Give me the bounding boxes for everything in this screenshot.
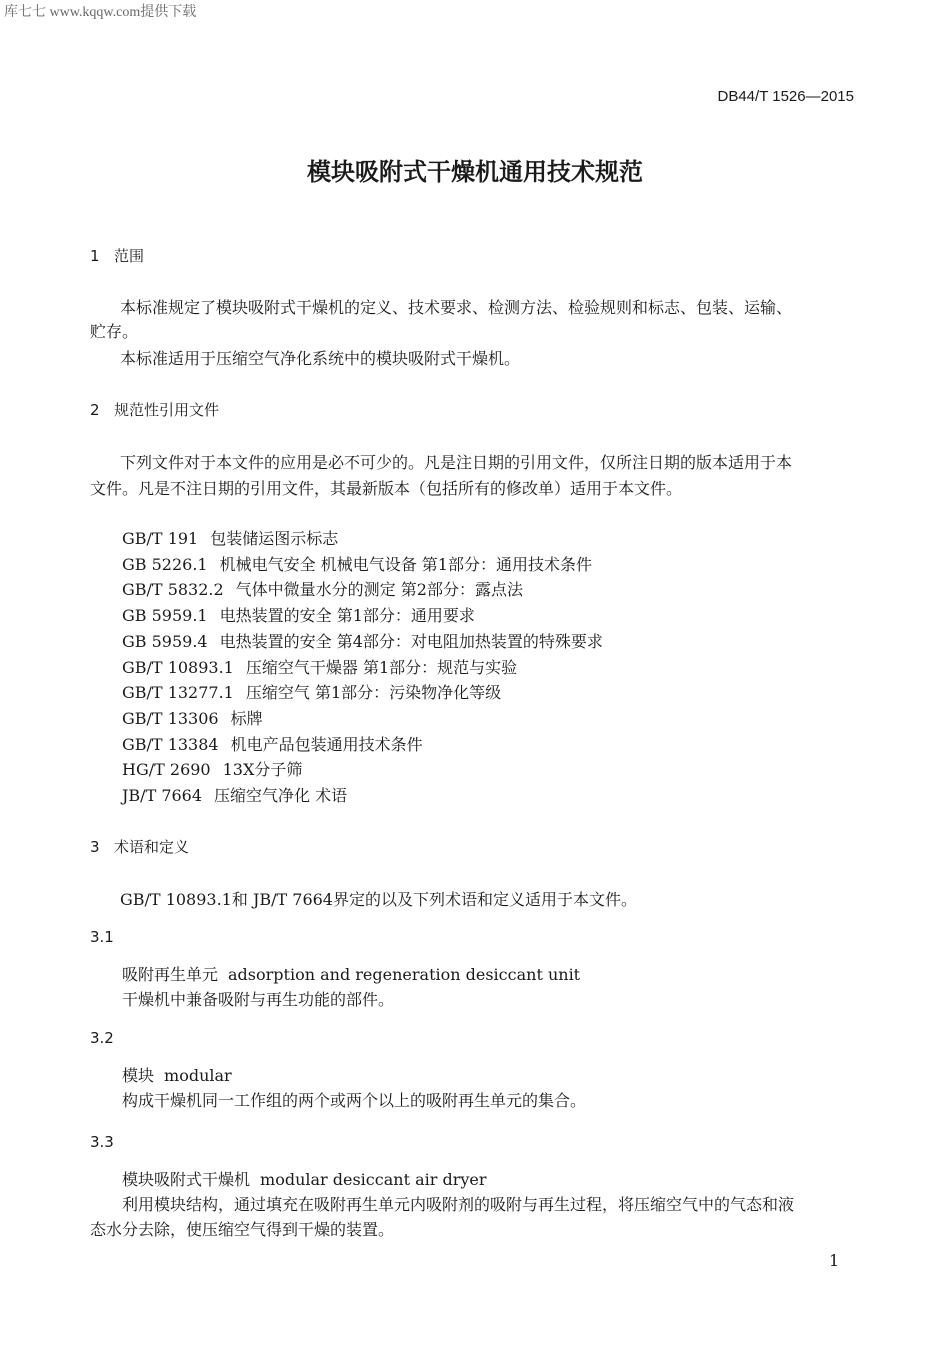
- reference-title: 压缩空气 第1部分：污染物净化等级: [245, 683, 502, 703]
- reference-code: JB/T 7664: [122, 786, 203, 805]
- reference-title: 压缩空气净化 术语: [214, 786, 348, 805]
- reference-code: GB/T 13277.1: [122, 683, 234, 703]
- reference-title: 机械电气安全 机械电气设备 第1部分：通用技术条件: [219, 554, 592, 574]
- reference-title: 包装储运图示标志: [210, 529, 339, 548]
- document-title: 模块吸附式干燥机通用技术规范: [307, 158, 643, 186]
- paragraph: 本标准规定了模块吸附式干燥机的定义、技术要求、检测方法、检验规则和标志、包装、运输、: [120, 298, 793, 317]
- term-en: modular desiccant air dryer: [260, 1170, 487, 1189]
- reference-code: GB/T 5832.2: [122, 580, 224, 600]
- section-number: 3: [90, 838, 100, 856]
- reference-item: [122, 658, 517, 678]
- reference-item: [122, 735, 423, 755]
- term-en: modular: [164, 1066, 232, 1085]
- paragraph: 文件。凡是不注日期的引用文件，其最新版本（包括所有的修改单）适用于本文件。: [90, 479, 683, 498]
- term-definition: 态水分去除，使压缩空气得到干燥的装置。: [90, 1220, 395, 1239]
- term-number: 3.1: [90, 928, 114, 946]
- reference-item: [122, 555, 592, 575]
- paragraph: 本标准适用于压缩空气净化系统中的模块吸附式干燥机。: [120, 349, 521, 368]
- reference-item: [122, 580, 523, 600]
- reference-item: [122, 786, 347, 806]
- paragraph: 贮存。: [90, 322, 139, 341]
- reference-title: 标牌: [230, 708, 263, 728]
- section-1-heading: [90, 246, 144, 266]
- reference-item: [122, 709, 263, 729]
- term-heading: [122, 1170, 487, 1190]
- section-3-heading: [90, 837, 189, 857]
- term-zh: 模块: [122, 1066, 155, 1085]
- reference-code: GB 5226.1: [122, 554, 208, 574]
- paragraph: GB/T 10893.1和 JB/T 7664界定的以及下列术语和定义适用于本文件。: [120, 890, 637, 909]
- reference-code: GB/T 191: [122, 529, 199, 548]
- reference-title: 气体中微量水分的测定 第2部分：露点法: [235, 580, 523, 600]
- watermark: 库七七 www.kqqw.com提供下载: [4, 5, 197, 20]
- term-en: adsorption and regeneration desiccant unit: [228, 965, 581, 984]
- reference-title: 机电产品包装通用技术条件: [230, 734, 423, 754]
- term-definition: 构成干燥机同一工作组的两个或两个以上的吸附再生单元的集合。: [122, 1091, 587, 1110]
- reference-item: [122, 606, 475, 626]
- section-title: 规范性引用文件: [114, 401, 220, 419]
- section-title: 范围: [114, 247, 145, 265]
- reference-title: 电热装置的安全 第4部分：对电阻加热装置的特殊要求: [219, 631, 603, 651]
- section-number: 2: [90, 401, 100, 419]
- section-number: 1: [90, 247, 100, 265]
- reference-code: GB/T 13384: [122, 734, 219, 754]
- reference-code: GB/T 10893.1: [122, 657, 234, 677]
- term-definition: 干燥机中兼备吸附与再生功能的部件。: [122, 990, 395, 1009]
- term-zh: 吸附再生单元: [122, 965, 219, 984]
- reference-title: 13X分子筛: [222, 760, 303, 780]
- reference-code: GB 5959.1: [122, 606, 208, 626]
- term-number: 3.2: [90, 1029, 114, 1047]
- reference-item: [122, 683, 501, 703]
- reference-code: HG/T 2690: [122, 760, 211, 780]
- term-heading: [122, 1066, 232, 1086]
- section-title: 术语和定义: [114, 838, 190, 856]
- reference-item: [122, 760, 302, 780]
- paragraph: 下列文件对于本文件的应用是必不可少的。凡是注日期的引用文件，仅所注日期的版本适用于本: [120, 453, 793, 472]
- term-heading: [122, 965, 580, 985]
- reference-item: [122, 529, 338, 549]
- term-zh: 模块吸附式干燥机: [122, 1170, 251, 1189]
- term-definition: 利用模块结构，通过填充在吸附再生单元内吸附剂的吸附与再生过程，将压缩空气中的气态和液: [122, 1195, 795, 1214]
- standard-code: DB44/T 1526—2015: [717, 88, 854, 105]
- page-number: 1: [829, 1251, 840, 1270]
- reference-item: [122, 632, 603, 652]
- reference-code: GB/T 13306: [122, 708, 219, 728]
- reference-code: GB 5959.4: [122, 631, 208, 651]
- section-2-heading: [90, 400, 219, 420]
- reference-title: 电热装置的安全 第1部分：通用要求: [219, 606, 475, 626]
- term-number: 3.3: [90, 1133, 114, 1151]
- reference-title: 压缩空气干燥器 第1部分：规范与实验: [245, 657, 518, 677]
